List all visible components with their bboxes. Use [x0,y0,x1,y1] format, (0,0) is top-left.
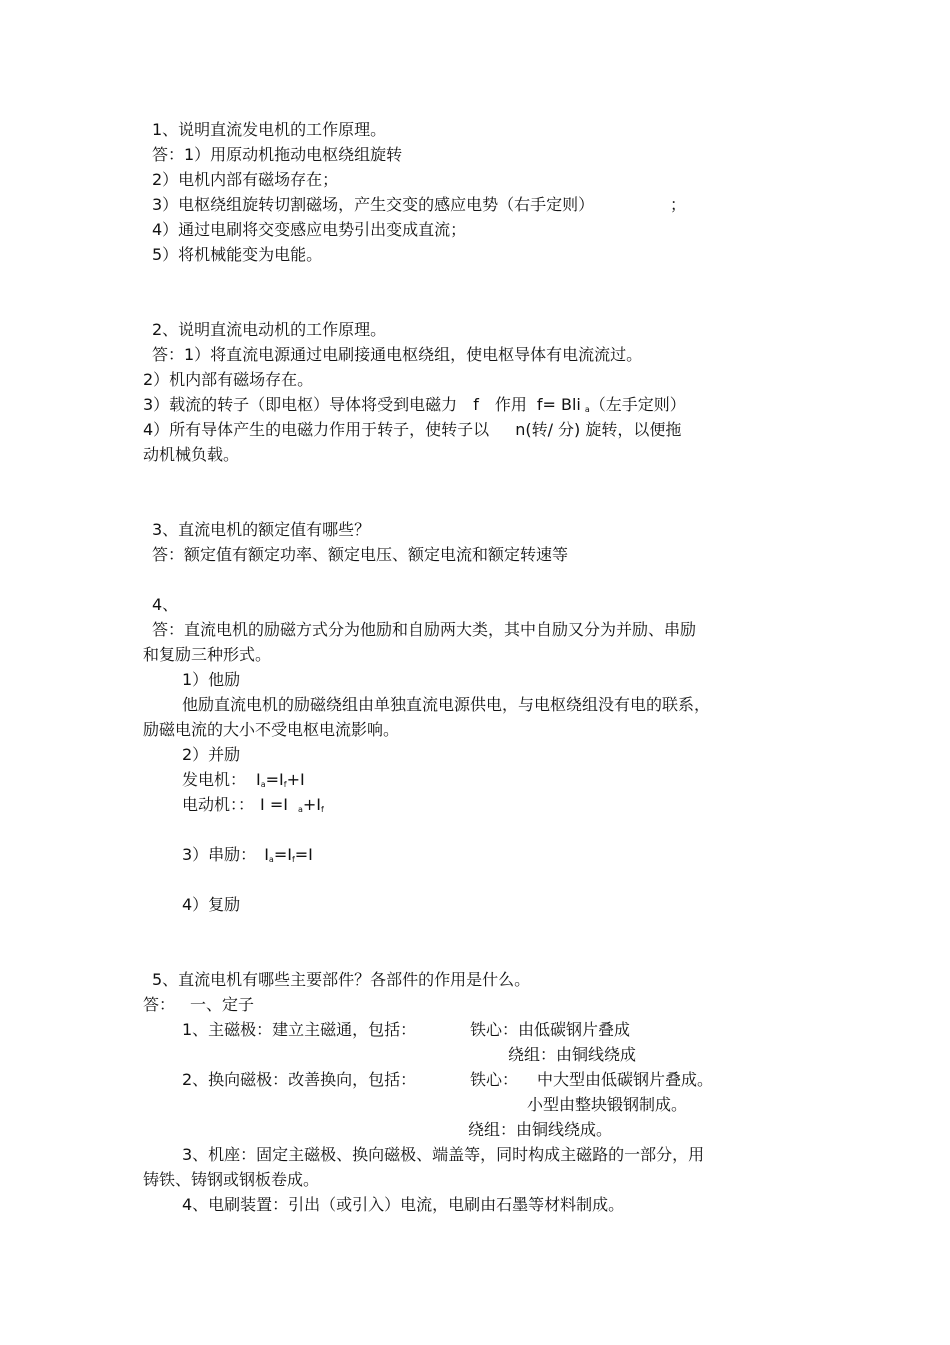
q3-answer: 答：额定值有额定功率、额定电压、额定电流和额定转速等 [152,545,569,564]
motor-mid: +I [302,795,321,814]
q2-line-4 [143,420,681,440]
q2-line-3-f: f [473,395,479,414]
generator-mid: =I [265,770,284,789]
q1-line-4: 4）通过电刷将交变感应电势引出变成直流； [152,220,467,239]
q2-line-2: 2）机内部有磁场存在。 [143,370,314,389]
q2-line-4a: 4）所有导体产生的电磁力作用于转子，使转子以 [143,420,490,439]
q4-answer-line-1: 答：直流电机的励磁方式分为他励和自励两大类，其中自励又分为并励、串励 [152,620,697,639]
series-end: =I [294,845,313,864]
generator-end: +I [286,770,305,789]
q2-line-3-text: 3）载流的转子（即电枢）导体将受到电磁力 [143,395,458,414]
generator-sub-f: f [283,780,287,789]
q5-commutating-core-small: 小型由整块锻钢制成。 [527,1095,688,1114]
q2-line-4b: n(转/ 分) 旋转，以便拖 [515,420,682,439]
series-sub-f: f [291,855,295,864]
generator-i: I [256,770,261,789]
q4-shunt-title: 2）并励 [182,745,241,764]
q5-main-pole-winding: 绕组：由铜线绕成 [508,1045,637,1064]
motor-sub-f: f [320,805,324,814]
q2-line-5: 动机械负载。 [143,445,240,464]
q1-answer: 答：1）用原动机拖动电枢绕组旋转 [152,145,403,164]
q4-series-formula [182,845,313,870]
q5-frame-line-2: 铸铁、铸钢或钢板卷成。 [143,1170,320,1189]
q4-title: 4、 [152,595,179,614]
q1-line-3-end: ； [670,195,687,214]
q1-line-3: 3）电枢绕组旋转切割磁场，产生交变的感应电势（右手定则） [152,195,595,214]
q5-brush-device: 4、电刷装置：引出（或引入）电流，电刷由石墨等材料制成。 [182,1195,625,1214]
q4-generator-formula [182,770,305,795]
q5-frame-line-1: 3、机座：固定主磁极、换向磁极、端盖等，同时构成主磁路的一部分，用 [182,1145,705,1164]
q5-main-pole-core: 铁心：由低碳钢片叠成 [470,1020,631,1039]
q1-line-2: 2）电机内部有磁场存在； [152,170,339,189]
q2-formula: f= Bli [536,395,581,414]
q2-formula-sub: a [584,405,590,414]
series-i: I [264,845,269,864]
q5-commutating-winding: 绕组：由铜线绕成。 [468,1120,613,1139]
q5-title: 5、直流电机有哪些主要部件？各部件的作用是什么。 [152,970,531,989]
q5-commutating-core-label: 铁心： [470,1070,519,1089]
q4-separate-line-2: 励磁电流的大小不受电枢电流影响。 [143,720,400,739]
q2-line-3-rule: （左手定则） [589,395,686,414]
q3-title: 3、直流电机的额定值有哪些？ [152,520,371,539]
q4-answer-line-2: 和复励三种形式。 [143,645,272,664]
q2-title: 2、说明直流电动机的工作原理。 [152,320,387,339]
series-sub-a: a [268,855,274,864]
q5-stator-heading: 一、定子 [190,995,255,1014]
motor-sub-a: a [297,805,303,814]
q5-main-pole: 1、主磁极：建立主磁通，包括： [182,1020,417,1039]
q5-commutating-core-desc: 中大型由低碳钢片叠成。 [537,1070,714,1089]
q4-separate-line-1: 他励直流电机的励磁绕组由单独直流电源供电，与电枢绕组没有电的联系， [182,695,711,714]
motor-i: I =I [260,795,288,814]
q2-line-3 [143,395,686,420]
q5-answer-label: 答： [143,995,176,1014]
generator-sub-a: a [260,780,266,789]
series-label: 3）串励： [182,845,257,864]
q2-line-3-action: 作用 [494,395,527,414]
q1-title: 1、说明直流发电机的工作原理。 [152,120,387,139]
q2-answer: 答：1）将直流电源通过电刷接通电枢绕组，使电枢导体有电流流过。 [152,345,643,364]
motor-label: 电动机：： [182,795,255,814]
generator-label: 发电机： [182,770,247,789]
q4-motor-formula [182,795,324,820]
q1-line-5: 5）将机械能变为电能。 [152,245,323,264]
q5-commutating-pole: 2、换向磁极：改善换向，包括： [182,1070,417,1089]
q4-compound-title: 4）复励 [182,895,241,914]
q4-separate-title: 1）他励 [182,670,241,689]
series-mid: =I [273,845,292,864]
